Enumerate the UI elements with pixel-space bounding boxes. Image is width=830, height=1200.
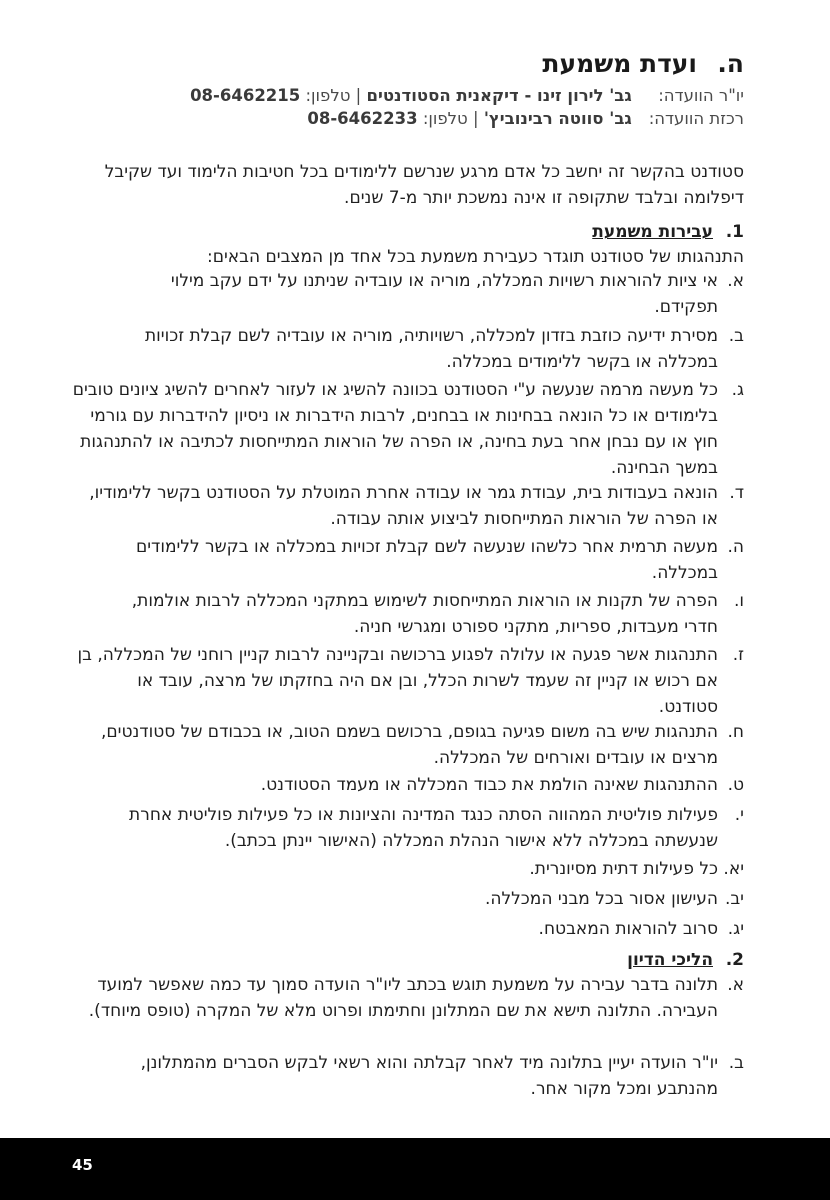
item-text: התנהגות שיש בה משום פגיעה בגופם, ברכושם בשמם הטוב, או בכבודם של סטודנטים, מרצים או עובדים ואורחים של המכללה. — [100, 722, 718, 768]
item-letter: ה. — [727, 537, 744, 557]
item-text: סרוב להוראות המאבטח. — [538, 919, 718, 939]
offense-item — [133, 534, 744, 586]
item-letter: יג. — [727, 919, 744, 939]
offense-item — [118, 856, 744, 882]
offense-item — [88, 802, 744, 854]
item-letter: ו. — [733, 591, 744, 611]
separator: | — [350, 86, 362, 105]
offense-item — [120, 268, 744, 320]
student-definition: סטודנט בהקשר זה יחשב כל אדם מרגע שנרשם ללימודים בכל חטיבות הלימוד ועד שקיבל דיפלומה ובלבד שתקופה זו אינה נמשכת יותר מ-7 שנים. — [104, 162, 744, 208]
coordinator-role: רכזת הוועדה: — [648, 109, 744, 128]
committee-coordinator-line — [190, 107, 744, 130]
separator: | — [467, 109, 479, 128]
item-text: תלונה בדבר עבירה על משמעת תוגש בכתב ליו"ר הועדה סמוך עד כמה שאפשר למועד העבירה. התלונה תישא את שם המתלונן וחתימתו ופרוט מלא של המקרה (טופס מיוחד). — [88, 975, 718, 1021]
offenses-title: עבירות משמעת — [592, 222, 713, 242]
item-letter: א. — [727, 975, 744, 995]
chair-phone: 08-6462215 — [190, 86, 301, 105]
chair-name: גב' לירון זינו - דיקאנית הסטודנטים — [366, 86, 632, 105]
item-text: אי ציות להוראות רשויות המכללה, מוריה או עובדיה שניתנו על ידם עקב מילוי תפקידם. — [170, 271, 718, 317]
item-text: יו"ר הועדה יעיין בתלונה מיד לאחר קבלתה והוא רשאי לבקש הסברים מהמתלונן, מהנתבע ומכל מקור אחר. — [140, 1053, 718, 1099]
item-letter: ג. — [731, 380, 744, 400]
proceedings-number: 2. — [725, 950, 744, 970]
offenses-heading — [592, 220, 744, 244]
item-letter: ב. — [728, 1053, 744, 1073]
item-text: כל פעילות דתית מסיונרית. — [529, 859, 718, 879]
item-text: מעשה תרמית אחר כלשהו שנעשה לשם קבלת זכויות במכללה או בקשר ללימודים במכללה. — [135, 537, 718, 583]
item-letter: יא. — [723, 859, 744, 879]
offense-item — [120, 323, 744, 375]
committee-chair-line — [190, 84, 744, 107]
offenses-lead: התנהגותו של סטודנט תוגדר כעבירת משמעת בכל אחד מן המצבים הבאים: — [206, 247, 744, 267]
offense-item — [118, 916, 744, 942]
item-text: הונאה בעבודות בית, עבודת גמר או עבודה אחרת המוטלת על הסטודנט בקשר ללימודיו, או הפרה של הוראות המתייחסות לביצוע אותה עבודה. — [89, 483, 718, 529]
item-text: התנהגות אשר פגעה או עלולה לפגוע ברכושה ובקניינה לרבות קניין רוחני של המכללה, בן אם רכוש או קניין זה שעמד לשרות הכלל, ובן אם היה בחזקתו של מרצה, עובד או סטודנט. — [77, 645, 718, 717]
item-letter: י. — [734, 805, 744, 825]
item-letter: ב. — [728, 326, 744, 346]
section-number: ה. — [717, 49, 744, 78]
item-letter: ח. — [727, 722, 744, 742]
proceedings-title: הליכי הדיון — [627, 950, 713, 970]
offense-item — [73, 719, 744, 771]
item-letter: יב. — [724, 889, 744, 909]
item-text: פעילות פוליטית המהווה הסתה כנגד המדינה והציונות או כל פעילות פוליטית אחרת שנעשתה במכללה ללא אישור הנהלת המכללה (האישור יינתן בכתב). — [129, 805, 718, 851]
page-number: 45 — [72, 1156, 93, 1174]
section-title-row — [190, 44, 744, 84]
proceedings-item — [133, 1050, 744, 1102]
section-title: ועדת משמעת — [542, 49, 697, 78]
coordinator-name: גב' סווטה רבינוביץ' — [483, 109, 632, 128]
section-header — [190, 44, 744, 130]
coordinator-phone-label: טלפון: — [422, 109, 468, 128]
item-text: מסירת ידיעה כוזבת בזדון למכללה, רשויותיה, מוריה או עובדיה לשם קבלת זכויות במכללה או בקשר ללימודים במכללה. — [144, 326, 718, 372]
offense-item — [70, 480, 744, 532]
item-letter: ז. — [732, 645, 744, 665]
coordinator-phone: 08-6462233 — [307, 109, 418, 128]
chair-role: יו"ר הוועדה: — [658, 86, 744, 105]
offense-item — [118, 886, 744, 912]
offense-item — [98, 588, 744, 640]
proceedings-heading — [627, 948, 744, 972]
item-letter: ד. — [729, 483, 744, 503]
chair-phone-label: טלפון: — [305, 86, 351, 105]
offenses-number: 1. — [725, 222, 744, 242]
item-text: כל מעשה מרמה שנעשה ע"י הסטודנט בכוונה להשיג או לעזור לאחרים להשיג ציונים טובים בלימודים או כל הונאה בבחינות או בבחנים, לרבות הידברות או ניסיון להידברות עם גורמי חוץ או עם נבחן אחר בעת בחינה, או הפרה של הוראות המתייחסות לכתיבה או להתנהגות במשך הבחינה. — [72, 380, 718, 478]
item-letter: א. — [727, 271, 744, 291]
offense-item — [73, 642, 744, 720]
page-footer — [0, 1138, 830, 1200]
item-text: ההתנהגות שאינה הולמת את כבוד המכללה או מעמד הסטודנט. — [260, 775, 718, 795]
offense-item — [98, 772, 744, 798]
item-text: העישון אסור בכל מבני המכללה. — [484, 889, 718, 909]
item-letter: ט. — [727, 775, 744, 795]
proceedings-item — [78, 972, 744, 1024]
offense-item — [70, 377, 744, 481]
item-text: הפרה של תקנות או הוראות המתייחסות לשימוש במתקני המכללה לרבות אולמות, חדרי מעבדות, ספריות, מתקני ספורט ומגרשי חניה. — [131, 591, 718, 637]
